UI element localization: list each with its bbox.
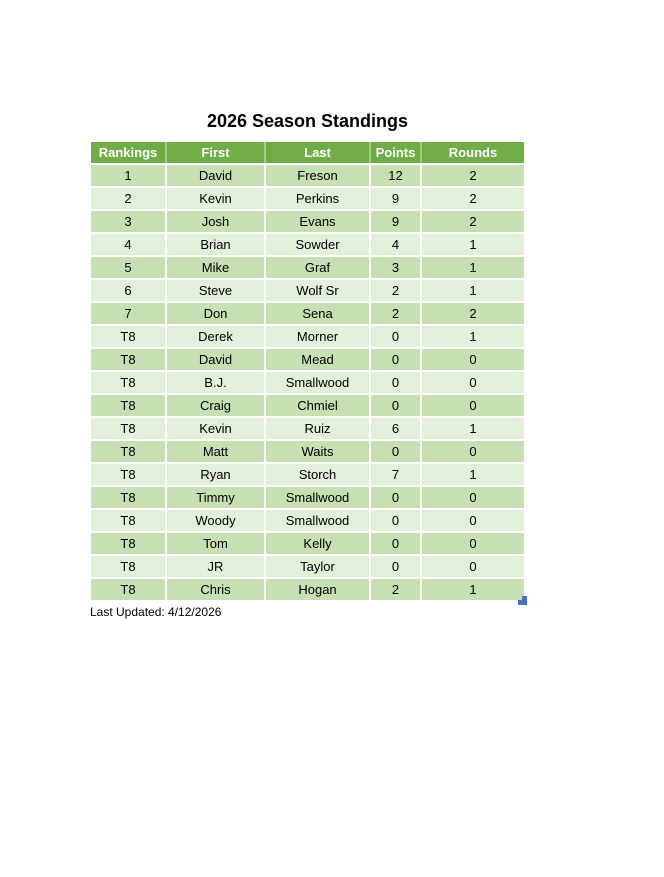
last-updated-label: Last Updated: 4/12/2026: [90, 605, 222, 619]
table-cell[interactable]: 2: [370, 578, 421, 600]
table-row: [91, 233, 524, 256]
table-cell[interactable]: Derek: [166, 325, 265, 348]
table-cell[interactable]: Kevin: [166, 187, 265, 210]
table-cell[interactable]: Evans: [265, 210, 370, 233]
table-cell[interactable]: 7: [91, 302, 166, 325]
table-row: [91, 578, 524, 600]
table-row: [91, 417, 524, 440]
table-cell[interactable]: T8: [91, 440, 166, 463]
table-cell[interactable]: 4: [91, 233, 166, 256]
table-row: [91, 187, 524, 210]
table-row: [91, 210, 524, 233]
table-cell[interactable]: 2: [370, 279, 421, 302]
table-row: [91, 463, 524, 486]
column-header-rounds[interactable]: Rounds: [421, 142, 524, 164]
standings-table: [91, 142, 524, 600]
table-cell[interactable]: 2: [421, 302, 524, 325]
table-cell[interactable]: 0: [370, 371, 421, 394]
table-cell[interactable]: 4: [370, 233, 421, 256]
table-cell[interactable]: Chris: [166, 578, 265, 600]
table-cell[interactable]: 1: [421, 256, 524, 279]
table-cell[interactable]: T8: [91, 578, 166, 600]
table-cell[interactable]: 2: [370, 302, 421, 325]
table-row: [91, 486, 524, 509]
table-cell[interactable]: Brian: [166, 233, 265, 256]
table-cell[interactable]: 3: [91, 210, 166, 233]
column-header-first[interactable]: First: [166, 142, 265, 164]
table-row: [91, 371, 524, 394]
table-cell[interactable]: 2: [421, 164, 524, 187]
table-cell[interactable]: T8: [91, 371, 166, 394]
table-cell[interactable]: Steve: [166, 279, 265, 302]
table-cell[interactable]: Taylor: [265, 555, 370, 578]
table-cell[interactable]: T8: [91, 486, 166, 509]
table-row: [91, 348, 524, 371]
table-cell[interactable]: T8: [91, 394, 166, 417]
table-cell[interactable]: 1: [421, 463, 524, 486]
resize-handle-base-icon: [518, 600, 527, 605]
table-cell[interactable]: 6: [91, 279, 166, 302]
table-cell[interactable]: Freson: [265, 164, 370, 187]
page-title: 2026 Season Standings: [206, 111, 409, 131]
table-cell[interactable]: 1: [421, 417, 524, 440]
table-cell[interactable]: 1: [91, 164, 166, 187]
table-cell[interactable]: T8: [91, 417, 166, 440]
table-cell[interactable]: T8: [91, 325, 166, 348]
table-row: [91, 532, 524, 555]
table-cell[interactable]: 1: [421, 233, 524, 256]
table-cell[interactable]: Timmy: [166, 486, 265, 509]
table-cell[interactable]: 6: [370, 417, 421, 440]
table-row: [91, 325, 524, 348]
table-cell[interactable]: T8: [91, 555, 166, 578]
table-cell[interactable]: 0: [421, 486, 524, 509]
table-cell[interactable]: 2: [91, 187, 166, 210]
table-cell[interactable]: Waits: [265, 440, 370, 463]
table-row: [91, 256, 524, 279]
table-cell[interactable]: 1: [421, 578, 524, 600]
table-cell[interactable]: B.J.: [166, 371, 265, 394]
table-row: [91, 302, 524, 325]
table-cell[interactable]: 0: [370, 509, 421, 532]
table-row: [91, 555, 524, 578]
table-cell[interactable]: T8: [91, 348, 166, 371]
table-row: [91, 440, 524, 463]
column-header-rankings[interactable]: Rankings: [91, 142, 166, 164]
table-cell[interactable]: 0: [421, 509, 524, 532]
table-cell[interactable]: T8: [91, 463, 166, 486]
table-cell[interactable]: Morner: [265, 325, 370, 348]
table-cell[interactable]: JR: [166, 555, 265, 578]
table-cell[interactable]: Wolf Sr: [265, 279, 370, 302]
table-cell[interactable]: Don: [166, 302, 265, 325]
table-cell[interactable]: 0: [421, 348, 524, 371]
table-cell[interactable]: 0: [421, 532, 524, 555]
table-cell[interactable]: 0: [370, 394, 421, 417]
table-cell[interactable]: Smallwood: [265, 371, 370, 394]
column-header-last[interactable]: Last: [265, 142, 370, 164]
table-cell[interactable]: 0: [370, 555, 421, 578]
table-cell[interactable]: Ryan: [166, 463, 265, 486]
table-cell[interactable]: 0: [421, 440, 524, 463]
table-row: [91, 509, 524, 532]
table-cell[interactable]: Mead: [265, 348, 370, 371]
table-cell[interactable]: 2: [421, 187, 524, 210]
table-cell[interactable]: 0: [370, 532, 421, 555]
table-cell[interactable]: Craig: [166, 394, 265, 417]
table-body: [91, 164, 524, 600]
table-cell[interactable]: 0: [370, 348, 421, 371]
table-cell[interactable]: Kelly: [265, 532, 370, 555]
table-cell[interactable]: 0: [370, 486, 421, 509]
table-cell[interactable]: 0: [370, 325, 421, 348]
table-cell[interactable]: Matt: [166, 440, 265, 463]
table-cell[interactable]: Storch: [265, 463, 370, 486]
header-row: [91, 142, 524, 164]
table-cell[interactable]: Kevin: [166, 417, 265, 440]
table-cell[interactable]: 0: [370, 440, 421, 463]
table-row: [91, 279, 524, 302]
table-cell[interactable]: Josh: [166, 210, 265, 233]
table-cell[interactable]: Hogan: [265, 578, 370, 600]
table-cell[interactable]: Tom: [166, 532, 265, 555]
table-cell[interactable]: 9: [370, 210, 421, 233]
table-cell[interactable]: 0: [421, 555, 524, 578]
table-cell[interactable]: T8: [91, 532, 166, 555]
table-cell[interactable]: Graf: [265, 256, 370, 279]
table-cell[interactable]: Sowder: [265, 233, 370, 256]
table-cell[interactable]: 2: [421, 210, 524, 233]
table-cell[interactable]: Sena: [265, 302, 370, 325]
table-cell[interactable]: 0: [421, 394, 524, 417]
table-cell[interactable]: Chmiel: [265, 394, 370, 417]
table-cell[interactable]: David: [166, 164, 265, 187]
table-row: [91, 164, 524, 187]
table-cell[interactable]: 12: [370, 164, 421, 187]
table-cell[interactable]: Smallwood: [265, 509, 370, 532]
table-cell[interactable]: Woody: [166, 509, 265, 532]
table-cell[interactable]: 9: [370, 187, 421, 210]
table-cell[interactable]: 0: [421, 371, 524, 394]
table-cell[interactable]: David: [166, 348, 265, 371]
table-cell[interactable]: 1: [421, 325, 524, 348]
table-row: [91, 394, 524, 417]
table-cell[interactable]: 5: [91, 256, 166, 279]
table-cell[interactable]: T8: [91, 509, 166, 532]
table-cell[interactable]: Smallwood: [265, 486, 370, 509]
table-cell[interactable]: 3: [370, 256, 421, 279]
table-cell[interactable]: 7: [370, 463, 421, 486]
table-cell[interactable]: Ruiz: [265, 417, 370, 440]
table-cell[interactable]: Perkins: [265, 187, 370, 210]
table-cell[interactable]: 1: [421, 279, 524, 302]
table-resize-handle[interactable]: [518, 596, 527, 605]
column-header-points[interactable]: Points: [370, 142, 421, 164]
table-cell[interactable]: Mike: [166, 256, 265, 279]
